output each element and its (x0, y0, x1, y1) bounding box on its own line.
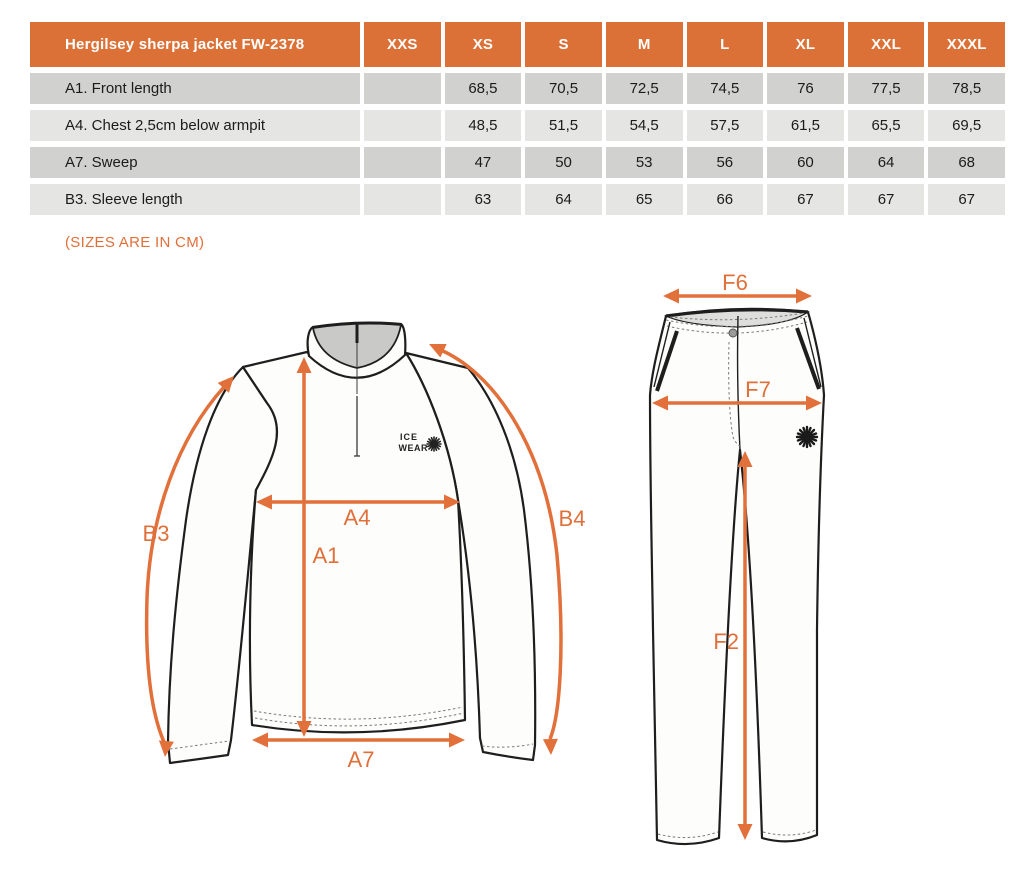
logo-text-ice: ICE (399, 432, 418, 442)
size-cell: 67 (928, 184, 1005, 215)
pants-label-f2: F2 (713, 629, 739, 654)
pants-label-f7: F7 (745, 377, 771, 402)
size-header: XXS (364, 22, 441, 67)
size-cell: 68 (928, 147, 1005, 178)
size-cell: 47 (445, 147, 522, 178)
size-cell: 57,5 (687, 110, 764, 141)
size-cell: 60 (767, 147, 844, 178)
measure-label-cell: A4. Chest 2,5cm below armpit (30, 110, 360, 141)
size-header: XL (767, 22, 844, 67)
size-cell: 63 (445, 184, 522, 215)
measure-label-cell: A7. Sweep (30, 147, 360, 178)
size-cell: 69,5 (928, 110, 1005, 141)
size-cell: 53 (606, 147, 683, 178)
arrow-a7 (252, 733, 465, 748)
size-table (30, 22, 1005, 215)
size-cell: 70,5 (525, 73, 602, 104)
size-cell: 64 (525, 184, 602, 215)
jacket-label-b4: B4 (558, 506, 586, 531)
size-cell: 48,5 (445, 110, 522, 141)
waist-button (729, 329, 737, 337)
size-cell (364, 110, 441, 141)
size-cell: 54,5 (606, 110, 683, 141)
size-cell: 56 (687, 147, 764, 178)
snowflake-icon (427, 437, 441, 451)
size-cell: 51,5 (525, 110, 602, 141)
size-cell: 64 (848, 147, 925, 178)
size-header: M (606, 22, 683, 67)
size-cell: 74,5 (687, 73, 764, 104)
pants-label-f6: F6 (722, 270, 748, 295)
pants-body (650, 309, 824, 844)
size-cell: 67 (767, 184, 844, 215)
size-cell (364, 147, 441, 178)
size-cell: 76 (767, 73, 844, 104)
size-cell: 65,5 (848, 110, 925, 141)
size-cell (364, 184, 441, 215)
size-cell: 72,5 (606, 73, 683, 104)
size-header: L (687, 22, 764, 67)
size-header: XS (445, 22, 522, 67)
size-cell: 65 (606, 184, 683, 215)
jacket-label-a4: A4 (343, 505, 371, 530)
size-cell: 77,5 (848, 73, 925, 104)
measure-label-cell: A1. Front length (30, 73, 360, 104)
pants-diagram (620, 270, 850, 870)
jacket-body (243, 352, 465, 732)
jacket-label-b3: B3 (142, 521, 170, 546)
size-cell (364, 73, 441, 104)
size-cell: 68,5 (445, 73, 522, 104)
size-cell: 61,5 (767, 110, 844, 141)
jacket-diagram (60, 268, 620, 873)
sizes-unit-note: (SIZES ARE IN CM) (65, 234, 205, 251)
size-header: XXXL (928, 22, 1005, 67)
jacket-label-a1: A1 (312, 543, 340, 568)
size-cell: 50 (525, 147, 602, 178)
size-header: S (525, 22, 602, 67)
size-cell: 66 (687, 184, 764, 215)
size-cell: 67 (848, 184, 925, 215)
size-header: XXL (848, 22, 925, 67)
logo-text-wear: WEAR (398, 443, 428, 453)
jacket-label-a7: A7 (347, 747, 375, 772)
size-cell: 78,5 (928, 73, 1005, 104)
snowflake-icon (797, 427, 817, 447)
measure-label-cell: B3. Sleeve length (30, 184, 360, 215)
product-title-cell: Hergilsey sherpa jacket FW-2378 (30, 22, 360, 67)
